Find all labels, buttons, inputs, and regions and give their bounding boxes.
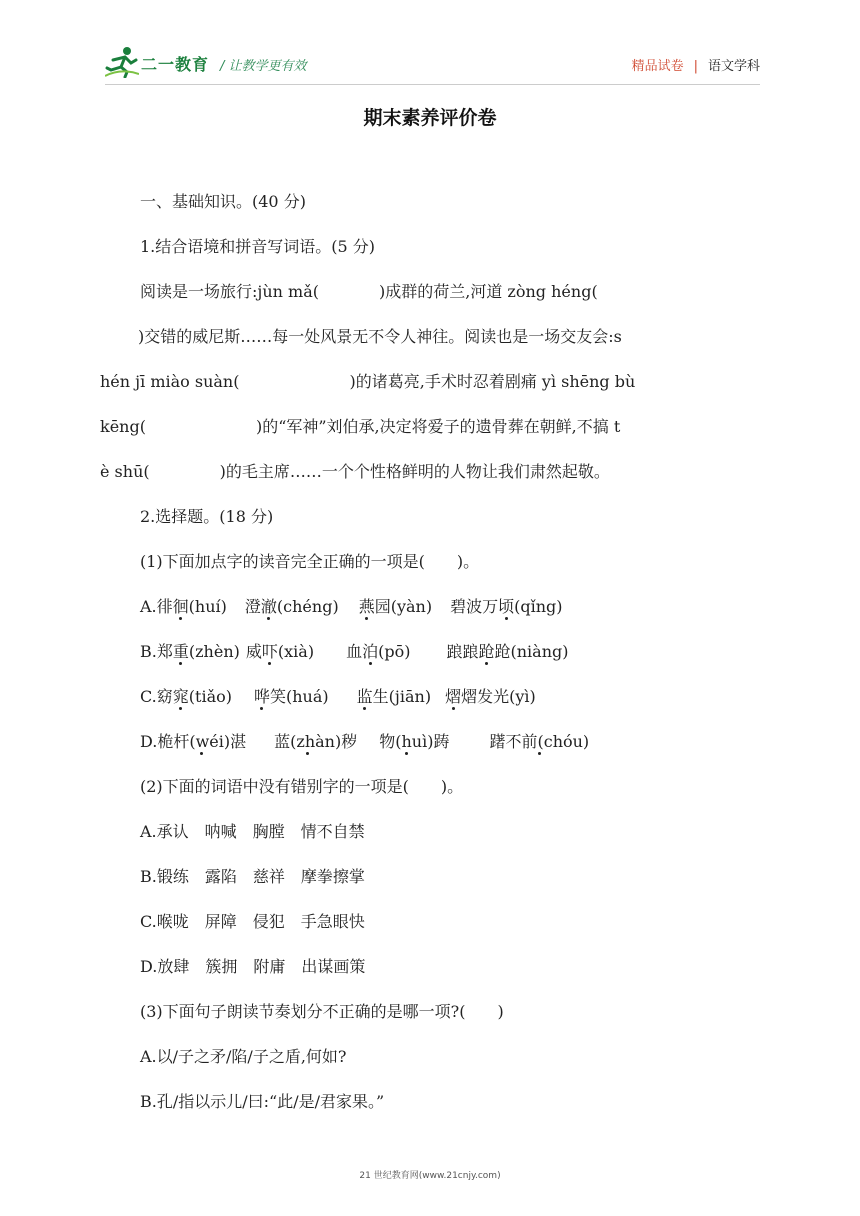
question-1-stem: 1.结合语境和拼音写词语。(5 分) bbox=[140, 237, 376, 256]
slogan: / 让教学更有效 bbox=[220, 59, 307, 74]
option-text: (xià) bbox=[277, 642, 315, 661]
option-text: 笑(huá) bbox=[270, 687, 329, 706]
option-text: 威 bbox=[245, 642, 262, 661]
option-text: A.徘 bbox=[140, 597, 173, 616]
q1-text: )成群的荷兰,河道 zòng héng( bbox=[379, 282, 598, 301]
page-title: 期末素养评价卷 bbox=[363, 107, 497, 129]
option-d[interactable] bbox=[140, 730, 589, 754]
option-a[interactable]: A.承认 呐喊 胸膛 情不自禁 bbox=[140, 822, 365, 841]
page-footer: 21 世纪教育网(www.21cnjy.com) bbox=[359, 1171, 501, 1181]
option-text: 碧波万 bbox=[450, 597, 499, 616]
tag-separator: | bbox=[693, 59, 698, 74]
option-text: 熠发光(yì) bbox=[461, 687, 536, 706]
dotted-char: 重 bbox=[172, 642, 189, 661]
option-text: (qǐng) bbox=[514, 597, 563, 616]
tag-subject: 语文学科 bbox=[707, 59, 760, 74]
header-divider bbox=[105, 84, 760, 85]
option-text: 湛 bbox=[230, 732, 247, 751]
option-a[interactable]: A.以/子之矛/陷/子之盾,何如? bbox=[140, 1047, 347, 1066]
option-b[interactable]: B.孔/指以示儿/曰:“此/是/君家果。” bbox=[140, 1092, 385, 1111]
question-1-line-3 bbox=[100, 370, 635, 394]
option-text: B.郑 bbox=[140, 642, 173, 661]
option-text: (pō) bbox=[378, 642, 411, 661]
header-tags bbox=[632, 55, 760, 74]
option-text: (zhèn) bbox=[188, 642, 240, 661]
option-text: 血 bbox=[346, 642, 363, 661]
option-text: (chéng) bbox=[276, 597, 339, 616]
option-text: 澄 bbox=[244, 597, 261, 616]
option-text: (huí) bbox=[188, 597, 227, 616]
q1-text: )的毛主席……一个个性格鲜明的人物让我们肃然起敬。 bbox=[219, 462, 610, 481]
runner-logo-icon bbox=[105, 46, 139, 78]
dotted-char: 蓝(zhàn) bbox=[274, 732, 342, 751]
option-b[interactable] bbox=[140, 640, 569, 664]
option-text: 秽 bbox=[341, 732, 358, 751]
option-text: D.桅 bbox=[140, 732, 174, 751]
dotted-char: 物(huì) bbox=[379, 732, 434, 751]
question-1-line-2: )交错的威尼斯……每一处风景无不令人神往。阅读也是一场交友会:s bbox=[138, 327, 622, 346]
dotted-char: 顷 bbox=[498, 597, 515, 616]
q1-text: 阅读是一场旅行:jùn mǎ( bbox=[140, 282, 320, 301]
dotted-char: 躇不前(chóu) bbox=[489, 732, 590, 751]
dotted-char: 泊 bbox=[362, 642, 379, 661]
dotted-char: 燕 bbox=[358, 597, 375, 616]
option-text: 园(yàn) bbox=[374, 597, 433, 616]
tag-premium: 精品试卷 bbox=[631, 59, 684, 74]
logo-text: 二一教育 bbox=[141, 55, 210, 74]
option-a[interactable] bbox=[140, 595, 563, 619]
page-header bbox=[0, 0, 860, 90]
option-text: 跄(niàng) bbox=[494, 642, 569, 661]
option-text: 踌 bbox=[433, 732, 450, 751]
option-text: 生(jiān) bbox=[372, 687, 432, 706]
q1-text: )的“军神”刘伯承,决定将爱子的遗骨葬在朝鲜,不搞 t bbox=[255, 417, 621, 436]
subquestion-1: (1)下面加点字的读音完全正确的一项是( )。 bbox=[140, 552, 480, 571]
q1-text: hén jī miào suàn( bbox=[100, 372, 240, 391]
dotted-char: 窕 bbox=[172, 687, 189, 706]
q1-text: )的诸葛亮,手术时忍着剧痛 yì shēng bù bbox=[349, 372, 636, 391]
dotted-char: 徊 bbox=[172, 597, 189, 616]
dotted-char: 吓 bbox=[261, 642, 278, 661]
logo bbox=[105, 46, 217, 80]
option-text: 踉踉 bbox=[446, 642, 479, 661]
dotted-char: 跄 bbox=[478, 642, 495, 661]
dotted-char: 熠 bbox=[445, 687, 462, 706]
option-text: (tiǎo) bbox=[188, 687, 232, 706]
dotted-char: 杆(wéi) bbox=[173, 732, 231, 751]
question-1-line-4 bbox=[100, 415, 620, 439]
dotted-char: 哗 bbox=[253, 687, 270, 706]
subquestion-3: (3)下面句子朗读节奏划分不正确的是哪一项?( ) bbox=[140, 1002, 504, 1021]
section-heading: 一、基础知识。(40 分) bbox=[140, 192, 306, 211]
q1-text: è shū( bbox=[100, 462, 150, 481]
option-c[interactable] bbox=[140, 685, 536, 709]
dotted-char: 监 bbox=[356, 687, 373, 706]
q1-text: kēng( bbox=[100, 417, 146, 436]
dotted-char: 澈 bbox=[260, 597, 277, 616]
subquestion-2: (2)下面的词语中没有错别字的一项是( )。 bbox=[140, 777, 464, 796]
option-b[interactable]: B.锻练 露陷 慈祥 摩拳擦掌 bbox=[140, 867, 365, 886]
option-text: C.窈 bbox=[140, 687, 173, 706]
question-1-line-1 bbox=[140, 280, 598, 304]
question-1-line-5 bbox=[100, 460, 610, 484]
option-d[interactable]: D.放肆 簇拥 附庸 出谋画策 bbox=[140, 957, 366, 976]
question-2-stem: 2.选择题。(18 分) bbox=[140, 507, 274, 526]
option-c[interactable]: C.喉咙 屏障 侵犯 手急眼快 bbox=[140, 912, 365, 931]
